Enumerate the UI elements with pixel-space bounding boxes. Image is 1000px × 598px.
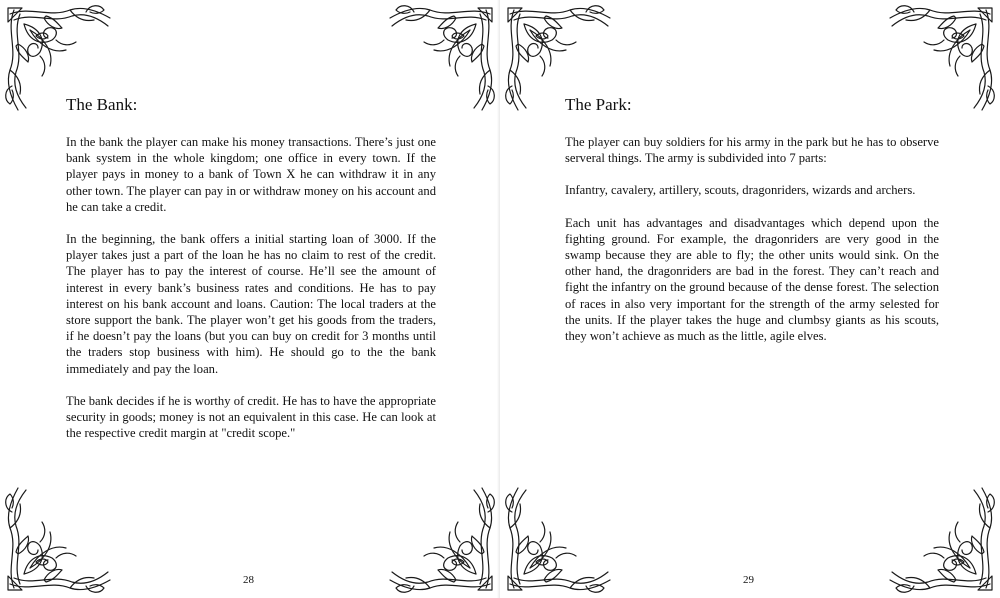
- paragraph: In the bank the player can make his money transactions. There’s just one bank system in the whole kingdom; one office in every town. If the player pays in money to a bank of Town X he can withdraw it in any other town. The player can pay in or withdraw money on his account and he can take a credit.: [66, 135, 436, 214]
- ornamental-corner-icon: [0, 480, 118, 598]
- page-number: 29: [743, 574, 754, 586]
- page-number: 28: [243, 574, 254, 586]
- left-page-content: [66, 94, 436, 457]
- ornamental-corner-icon: [500, 480, 618, 598]
- section-heading-park: The Park:: [565, 95, 632, 114]
- ornamental-corner-icon: [382, 480, 500, 598]
- ornamental-corner-icon: [882, 480, 1000, 598]
- paragraph: The player can buy soldiers for his army in the park but he has to observe serveral things. The army is subdivided into 7 parts:: [565, 135, 939, 166]
- right-page: [500, 0, 1000, 598]
- section-heading-bank: The Bank:: [66, 95, 138, 114]
- paragraph: The bank decides if he is worthy of credit. He has to have the appropriate security in goods; money is not an equivalent in this case. He can look at the respective credit margin at "credit scope.": [66, 393, 436, 441]
- right-page-content: [565, 94, 939, 360]
- paragraph: In the beginning, the bank offers a initial starting loan of 3000. If the player takes just a part of the loan he has no claim to rest of the credit. The player has to pay the interest of course. He’ll see the amount of interest in every bank’s business rates and conditions. He has to pay interest on his bank account and loans. Caution: The local traders at the store support the bank. The player won’t get his goods from the traders, if he doesn’t pay the loans (but you can buy on credit for 3 months until the traders stop business with him). He should go to the the bank immediately and pay the loan.: [66, 232, 436, 376]
- paragraph: Each unit has advantages and disadvantages which depend upon the fighting ground. For example, the dragonriders are very good in the swamp because they are able to fly; the other units would sink. On the other hand, the dragonriders are bad in the forest. They can’t reach and fight the infantry on the ground because of the dense forest. The selection of races in also very important for the strength of the army selested for the units. If the player takes the huge and clumbsy giants as his scouts, they won’t achieve as much as the little, agile elves.: [565, 215, 939, 344]
- paragraph: Infantry, cavalery, artillery, scouts, dragonriders, wizards and archers.: [565, 183, 916, 198]
